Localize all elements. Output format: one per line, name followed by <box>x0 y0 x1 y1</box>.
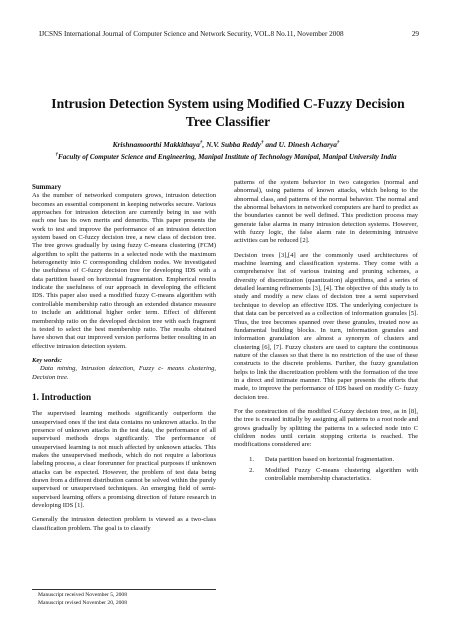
keywords-heading: Key words: <box>32 356 63 364</box>
summary-text: As the number of networked computers grows, intrusion detection becomes an essential component in keeping networks secure. Various approaches for intrusion detection are currently being in use with each one has its own merits and demerits. This paper presents the work to test and improve the performance of an intrusion detection system based on C-fuzzy decision tree, a new class of decision tree. The tree grows gradually by using fuzzy C-means clustering (FCM) algorithm to split the patterns in a selected node with the maximum heterogeneity into C corresponding children nodes. We investigated the usefulness of C-fuzzy decision tree for developing IDS with a data partition based on horizontal fragmentation. Empherical results indicate the usefulness of our approach in developing the efficient IDS. This paper also used a modified fuzzy C-means algorithm with controllable membership ratio through an extended distance measure to include an additional higher order term. Effect of different membership ratio on the developed decision tree with each fragment is tested to select the best membership ratio. The results obtained have shown that our improved version performs better resulting in an effective intrusion detection system. <box>32 192 216 350</box>
keywords-text: Data mining, Intrusion detection, Fuzzy c- means clustering, Decision tree. <box>32 365 216 381</box>
running-header <box>39 30 419 38</box>
author-2: N.V. Subba Reddy <box>206 140 261 149</box>
author-3: and U. Dinesh Acharya <box>265 140 337 149</box>
affiliation-mark: † <box>55 152 58 158</box>
right-paragraph-1: patterns of the system behavior in two categories (normal and abnormal), using patterns of known attacks, which belong to the abnormal class, and patterns of the normal behavior. The normal and the abnormal behaviors in networked computers are hard to predict as the boundaries cannot be well defined. This prediction process may generate false alarms in many intrusion detection systems. However, with fuzzy logic, the false alarm rate in determining intrusive activities can be reduced [2]. <box>234 179 418 245</box>
affiliation-text: Faculty of Computer Science and Engineering, Manipal Institute of Technology Manipal, Manipal University India <box>57 153 397 161</box>
list-item-number: 1. <box>249 455 254 463</box>
manuscript-received: Manuscript received November 5, 2008 <box>38 592 128 598</box>
intro-paragraph-1: The supervised learning methods significantly outperform the unsupervised ones if the test data contains no unknown attacks. In the presence of unknown attacks in the test data, the performance of all supervised methods drops significantly. The performance of unsupervised learning is not much affected by unknown attacks. This makes the unsupervised methods, which do not require a laborious labeling process, a clear forerunner for practical purposes if unknown attacks can be expected. However, the problem of test data being drawn from a different distribution cannot be solved within the purely supervised or unsupervised techniques. An emerging field of semi-supervised learning offers a promising direction of future research in developing IDS [1]. <box>32 410 216 510</box>
summary-heading: Summary <box>32 184 62 191</box>
list-item-number: 2. <box>249 467 254 474</box>
list-item <box>234 467 418 484</box>
author-2-mark: † <box>260 140 264 146</box>
left-column <box>32 184 216 539</box>
intro-heading: 1. Introduction <box>32 391 92 402</box>
right-column <box>234 179 418 487</box>
list-item <box>234 456 418 464</box>
page-number: 29 <box>411 30 419 38</box>
affiliation <box>32 153 420 161</box>
modifications-list <box>234 456 418 484</box>
right-paragraph-3: For the construction of the modified C-fuzzy decision tree, as in [8], the tree is created initially by assigning all patterns to a root node and grows gradually by splitting the patterns in a selected node into C children nodes until certain stopping criteria is reached. The modifications considered are: <box>234 407 418 449</box>
author-line: Krishnamoorthi Makkithaya†, N.V. Subba Reddy† and U. Dinesh Acharya† <box>112 140 340 149</box>
author-1-mark: † <box>199 140 203 146</box>
author-3-mark: † <box>336 140 340 146</box>
right-paragraph-2: Decision trees [3],[4] are the commonly used architectures of machine learning and classification systems. They come with a comprehensive list of various training and pruning schemes, a diversity of discretization (quantization) algorithms, and a series of detailed learning refinements [3], [4]. The objective of this study is to study and modify a new class of decision tree a semi supervised technique to develop an effective IDS. The underlying conjecture is that data can be perceived as a collection of information granules [5]. Thus, the tree becomes spanned over these granules, treated now as fundamental building blocks. In turn, information granules and information granulation are almost a synonym of clusters and clustering [6], [7]. Fuzzy clusters are used to capture the continuous nature of the classes so that there is no restriction of the use of these constructs to the discrete problems. Further, the fuzzy granulation helps to link the discretization problem with the formation of the tree in a direct and intimate manner. This paper presents the efforts that made, to improve the performance of IDS based on modify C- fuzzy decision tree. <box>234 251 418 401</box>
manuscript-footnote <box>32 589 216 607</box>
journal-name: IJCSNS International Journal of Computer Science and Network Security, VOL.8 No.11, November 2008 <box>39 30 344 38</box>
intro-paragraph-2: Generally the intrusion detection problem is viewed as a two-class classification problem. The goal is to classify <box>32 516 216 532</box>
list-item-text: Modified Fuzzy C-means clustering algorithm with controllable membership characteristics. <box>265 467 418 483</box>
list-item-text: Data partition based on horizontal fragmentation. <box>265 455 395 463</box>
author-1: Krishnamoorthi Makkithaya <box>112 140 200 149</box>
paper-title: Intrusion Detection System using Modified C-Fuzzy Decision Tree Classifier <box>51 96 405 129</box>
manuscript-revised: Manuscript revised November 20, 2008 <box>38 599 128 606</box>
